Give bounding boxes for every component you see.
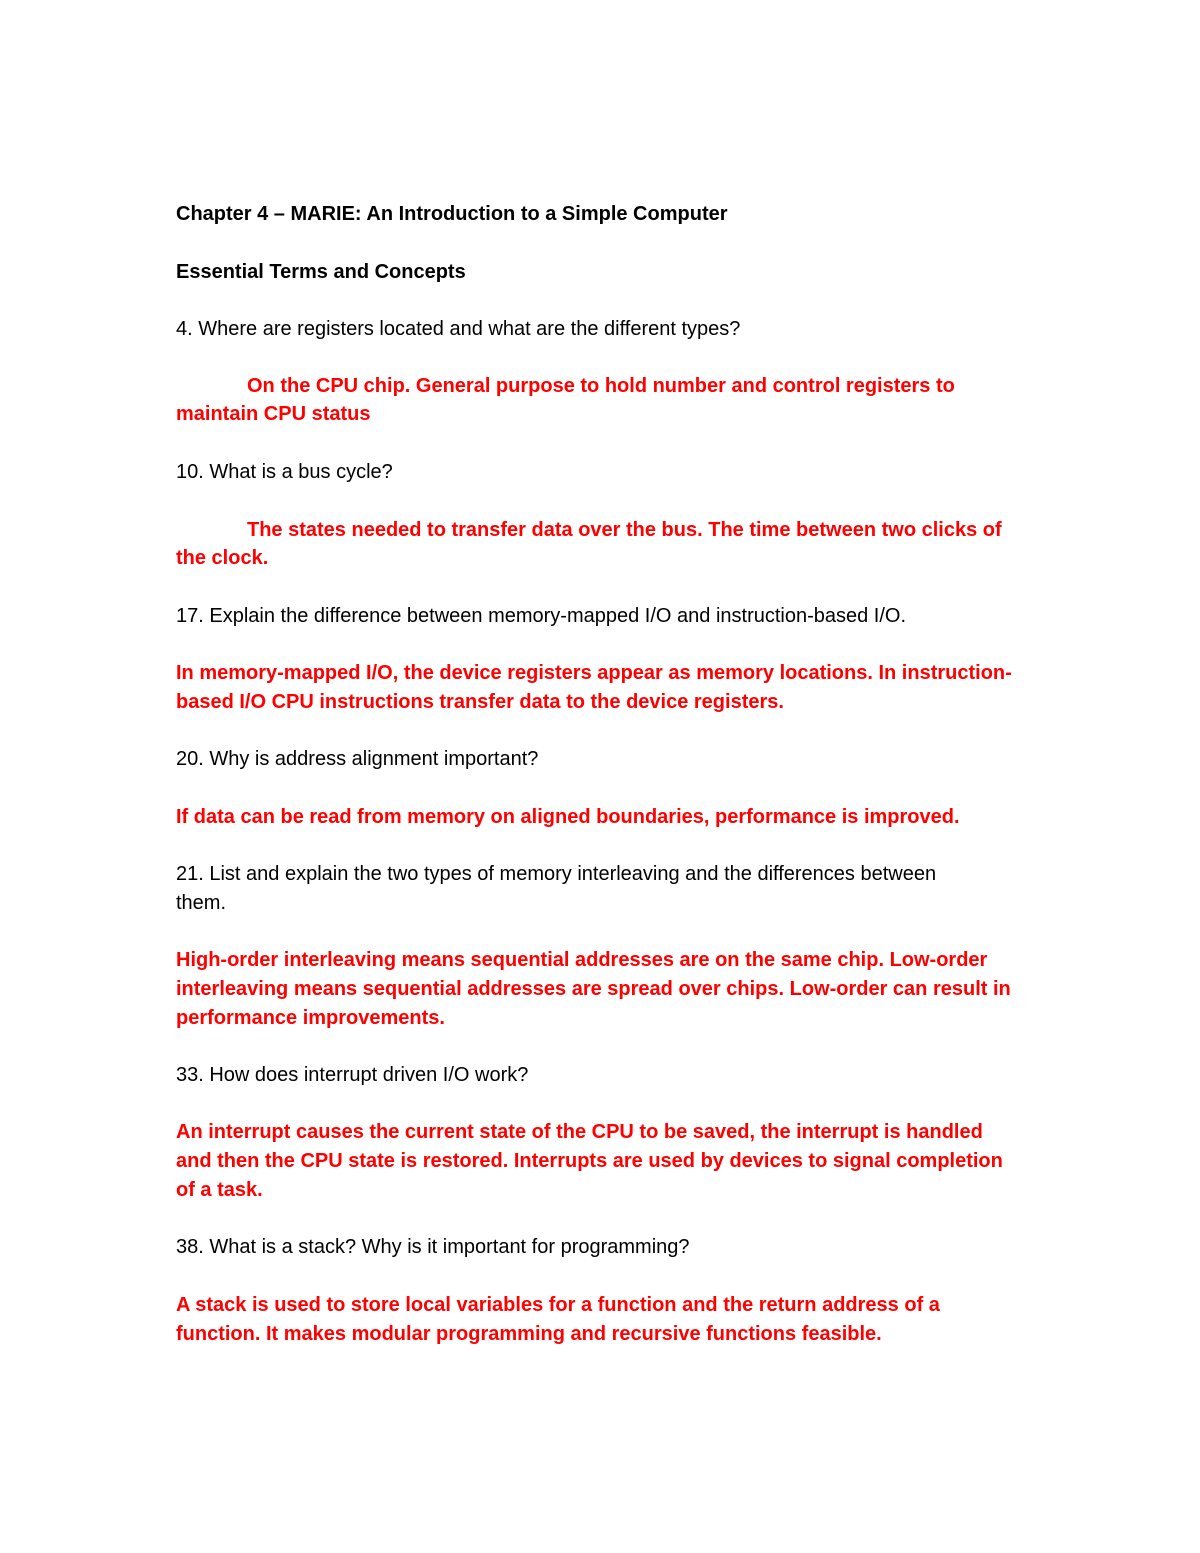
answer-10-line-2: the clock. <box>176 547 269 569</box>
answer-33-line-3: of a task. <box>176 1179 263 1201</box>
answer-17-line-1: In memory-mapped I/O, the device registers appear as memory locations. In instruction- <box>176 662 1012 684</box>
answer-4-line-2: maintain CPU status <box>176 403 371 425</box>
answer-4-line-1: On the CPU chip. General purpose to hold number and control registers to <box>247 375 955 397</box>
answer-21-line-2: interleaving means sequential addresses are spread over chips. Low-order can result in <box>176 978 1011 1000</box>
question-21-line-1: 21. List and explain the two types of memory interleaving and the differences between <box>176 863 937 885</box>
answer-38-line-1: A stack is used to store local variables for a function and the return address of a <box>176 1294 940 1316</box>
question-17: 17. Explain the difference between memory-mapped I/O and instruction-based I/O. <box>176 605 907 627</box>
answer-20-line-1: If data can be read from memory on aligned boundaries, performance is improved. <box>176 806 960 828</box>
answer-33-line-2: and then the CPU state is restored. Interrupts are used by devices to signal completion <box>176 1150 1003 1172</box>
answer-21-line-1: High-order interleaving means sequential addresses are on the same chip. Low-order <box>176 949 988 971</box>
answer-38-line-2: function. It makes modular programming and recursive functions feasible. <box>176 1323 882 1345</box>
answer-21-line-3: performance improvements. <box>176 1007 445 1029</box>
question-20: 20. Why is address alignment important? <box>176 748 539 770</box>
answer-10-line-1: The states needed to transfer data over the bus. The time between two clicks of <box>247 519 1002 541</box>
question-33: 33. How does interrupt driven I/O work? <box>176 1064 529 1086</box>
question-10: 10. What is a bus cycle? <box>176 461 393 483</box>
question-38: 38. What is a stack? Why is it important for programming? <box>176 1236 690 1258</box>
question-4: 4. Where are registers located and what are the different types? <box>176 318 741 340</box>
answer-17-line-2: based I/O CPU instructions transfer data to the device registers. <box>176 691 784 713</box>
question-21-line-2: them. <box>176 892 227 914</box>
document-title: Chapter 4 – MARIE: An Introduction to a Simple Computer <box>176 203 728 225</box>
answer-33-line-1: An interrupt causes the current state of the CPU to be saved, the interrupt is handled <box>176 1121 983 1143</box>
section-heading: Essential Terms and Concepts <box>176 261 466 283</box>
